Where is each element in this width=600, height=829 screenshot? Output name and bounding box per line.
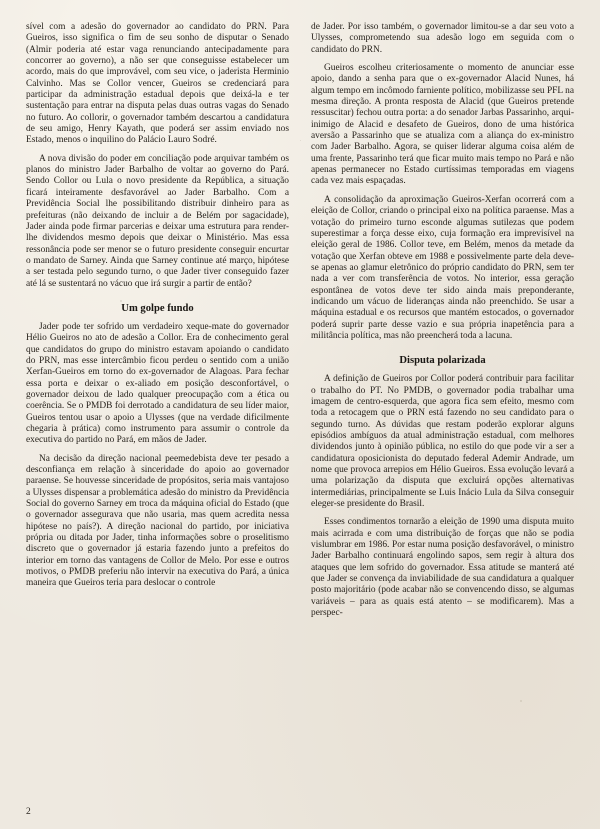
paragraph-gap [311, 510, 574, 517]
paragraph: Na decisão da direção nacional peemedebista deve ter pesado a desconfiança em relação à sinceridade do apoio ao governador paraense. Se houvesse sinceridade de propósitos, seria mais vantajoso a Ulysses dispensar a problemática adesão do ministro da Previdência Social do governo Sarney em troca da máquina oficial do Estado (que o governador assegurava que não usaria, mas quem acredita nessa hipótese no país?). A direção nacional do partido, por iniciativa própria ou ditada por Jader, tinha informações sobre o proselitismo discreto que o governador já estaria fazendo junto a prefeitos do interior em torno das vantagens de Collor de Melo. Por esse e outros motivos, o PMDB preferiu não intervir na executiva do Pará, a única maneira que Gueiros teria para deslocar o controle [26, 453, 289, 589]
paragraph: de Jader. Por isso também, o governador limitou-se a dar seu voto a Ulysses, comprometendo sua adesão logo em seguida com o candidato do PRN. [311, 22, 574, 55]
section-heading-disputa-polarizada: Disputa polarizada [399, 355, 486, 367]
right-column [311, 22, 574, 782]
paragraph: Esses condimentos tornarão a eleição de 1990 uma disputa muito mais acirrada e com uma distribuição de forças que não se podia vislumbrar em 1986. Por estar numa posição desfavorável, o ministro Jader Barbalho continuará engolindo sapos, sem regir à altura dos ataques que lem sofrido do governador. Essa atitude se manterá até que Jader se convença da inviabilidade de sua candidatura a qualquer posto majoritário (pode acabar não se convencendo disso, se algumas variáveis – para as quais está atento – se modificarem). Mas a perspec- [311, 517, 574, 619]
two-column-layout [26, 22, 574, 782]
paragraph-gap [26, 447, 289, 454]
section-heading-um-golpe-fundo: Um golpe fundo [121, 302, 194, 314]
paragraph: A consolidação da aproximação Gueiros-Xerfan ocorrerá com a eleição de Collor, criando o principal eixo na política paraense. Mas a votação do primeiro turno esconde algumas sutilezas que podem superestimar a força desse eixo, cuja formação era imprevisível na eleição geral de 1986. Collor teve, em Belém, menos da metade da votação que Xerfan obteve em 1988 e possivelmente parte dela deve-se apenas ao glamur eletrônico do próprio candidato do PRN, sem ter nada a ver com transferência de votos. No interior, essa geração espontânea de votos deve ter sido ainda mais preponderante, indicando um vácuo de lideranças ainda não preenchido. Se usar a máquina estadual e os recursos que mantém estocados, o governador poderá suprir parte desse vazio e sua própria inapetência para a militância política, mas não preencherá toda a lacuna. [311, 194, 574, 341]
paragraph: A definição de Gueiros por Collor poderá contribuir para facilitar o trabalho do PT. No PMDB, o governador podia trabalhar uma imagem de centro-esquerda, que agora fica sem efeito, mesmo com toda a retocagem que o PRN está fazendo no seu candidato para o segundo turno. As dúvidas que restam poderão explorar alguns episódios ambíguos da atual administração estadual, com melhores dividendos junto à opinião pública, no estilo do que pode vir a ser a candidatura oposicionista do deputado federal Ademir Andrade, um nome que provoca arrepios em Hélio Gueiros. Essa evolução levará a uma polarização da disputa que excluirá opções alternativas intermediárias, principalmente se Luis Inácio Lula da Silva conseguir eleger-se presidente do Brasil. [311, 374, 574, 510]
paragraph: A nova divisão do poder em conciliação pode arquivar também os planos do ministro Jader Barbalho de voltar ao governo do Pará. Sendo Collor ou Lula o novo presidente da República, a situação ficará inteiramente desfavorável ao Jader Barbalho. Com a Previdência Social lhe possibilitando distribuir dinheiro para as prefeituras (não deixando de incluir a de Belém por sagacidade), Jader ainda pode firmar parcerias e deixar uma estrutura para render-lhe dividendos mesmo depois que deixar o Ministério. Mas essa ressonância pode ser menor se o futuro presidente conseguir encurtar o mandato de Sarney. Ainda que Sarney continue até março, hipótese a ser testada pelo segundo turno, o que Jader tiver conseguido fazer até lá se sustentará no vácuo que irá surgir a partir de então? [26, 153, 289, 289]
paragraph-gap [26, 147, 289, 154]
paragraph: sível com a adesão do governador ao candidato do PRN. Para Gueiros, isso significa o fim de seu sonho de disputar o Senado (Almir poderia até estar vaga renunciando antecipadamente para concorrer ao governo), a não ser que conseguisse estabelecer um acordo, mais do que improvável, com seu vice, o jaderista Herminio Calvinho. Mas se Collor vencer, Gueiros se credenciará para participar da administração estadual depois que deixá-la e ter sustentação para entrar na disputa pelas duas outras vagas do Senado no futuro. Ao collorir, o governador também descartou a candidatura de seu amigo, Henry Kayath, que poderá ser assim enviado nos Estado, menos o inquilino do Palácio Lauro Sodré. [26, 22, 289, 146]
paragraph-gap [311, 188, 574, 195]
page-number: 2 [26, 807, 31, 817]
paragraph-gap [311, 56, 574, 63]
paragraph: Jader pode ter sofrido um verdadeiro xeque-mate do governador Hélio Gueiros no ato de adesão a Collor. Era de conhecimento geral que candidatos do grupo do ministro estavam apoiando o candidato do PRN, mas esse intercâmbio ficou perdeu o sentido com a união Xerfan-Gueiros em torno do ex-governador de Alagoas. Para fechar essa porta e deixar o ex-aliado em posição desconfortável, o governador deixou de lado qualquer preocupação com a ética ou coerência. Se o PMDB foi derrotado a candidatura de seu líder maior, Gueiros tentou usar o apoio a Ulysses (que na verdade dificilmente chegaria à prática) como instrumento para assumir o controle da executiva do partido no Pará, em mãos de Jader. [26, 321, 289, 446]
paragraph: Gueiros escolheu criteriosamente o momento de anunciar esse apoio, dando a senha para que o ex-governador Alacid Nunes, há algum tempo em incômodo farniente político, mobilizasse seu PFL na mesma direção. A pronta resposta de Alacid (que Gueiros pretende ressuscitar) fechou outra porta: a do senador Jarbas Passarinho, arqui-inimigo de Alacid e desafeto de Gueiros, dono de uma histórica aversão a Passarinho que se atualiza com a aliança do ex-ministro com Jader Barbalho. Agora, se quiser liderar alguma coisa além de uma frente, Passarinho terá que ficar muito mais tempo no Pará e não apenas permanecer no Estado curtíssimas temporadas em viagens cada vez mais espaçadas. [311, 63, 574, 187]
left-column [26, 22, 289, 782]
